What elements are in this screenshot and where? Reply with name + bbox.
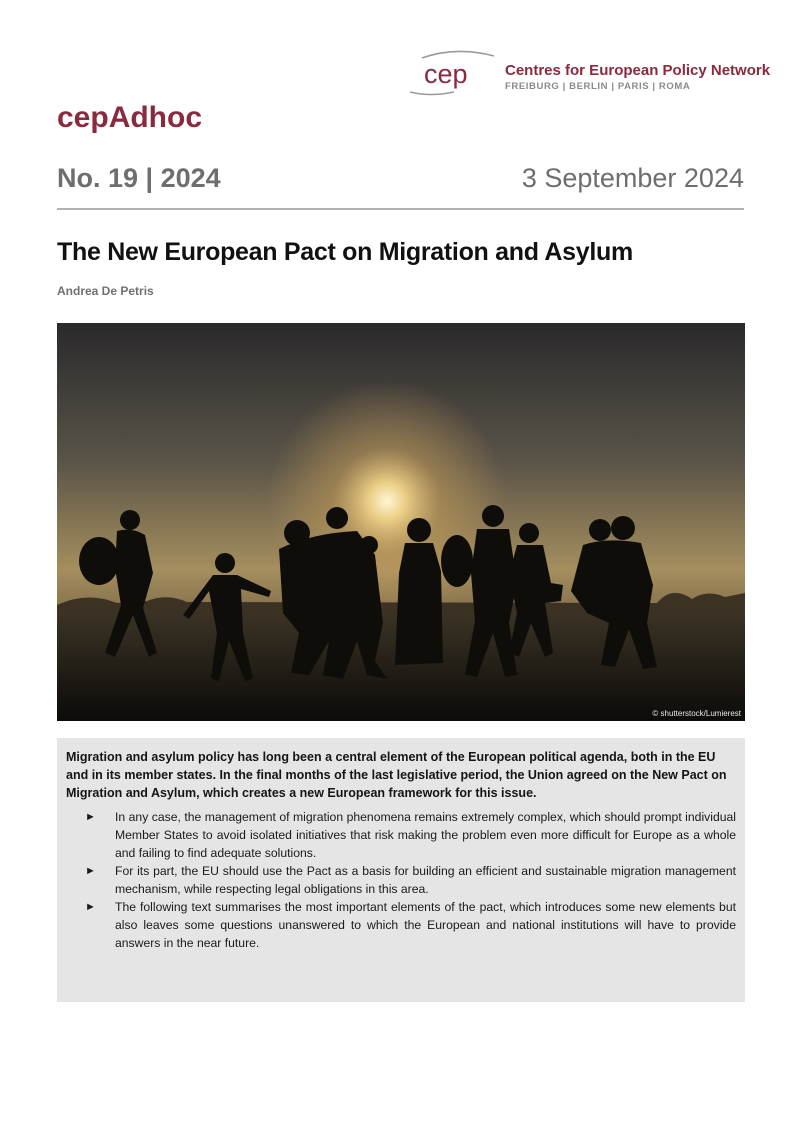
logo-mark-text: cep [424, 59, 468, 89]
bullet-text: In any case, the management of migration phenomena remains extremely complex, which should prompt individual Member States to avoid isolated initiatives that risk making the problem even more difficult for Europe as a whole and failing to find adequate solutions. [115, 810, 736, 860]
bullet-arrow-icon: ► [85, 901, 96, 913]
cep-logo [408, 48, 771, 98]
bullet-text: For its part, the EU should use the Pact as a basis for building an efficient and sustainable migration management mechanism, while respecting legal obligations in this area. [115, 864, 736, 896]
article-title: The New European Pact on Migration and Asylum [57, 238, 633, 266]
cover-photo [57, 323, 745, 721]
list-item [66, 862, 736, 898]
header-divider [57, 208, 744, 210]
article-author: Andrea De Petris [57, 284, 154, 298]
summary-box [57, 738, 745, 1002]
network-name: Centres for European Policy Network [505, 62, 771, 79]
network-cities: FREIBURG | BERLIN | PARIS | ROMA [505, 81, 691, 92]
series-title: cepAdhoc [57, 101, 203, 134]
bullet-text: The following text summarises the most important elements of the pact, which introduces some new elements but also leaves some questions unanswered to which the European and national institutions will have to provide answers in the near future. [115, 900, 736, 950]
list-item [66, 898, 736, 952]
issue-number: No. 19 | 2024 [57, 163, 221, 193]
publication-date: 3 September 2024 [521, 163, 744, 193]
image-credit: © shutterstock/Lumierest [652, 709, 741, 718]
cep-logo-mark [408, 48, 500, 98]
list-item [66, 808, 736, 862]
summary-intro: Migration and asylum policy has long been a central element of the European political agenda, both in the EU and in its member states. In the final months of the last legislative period, the Union agreed on the New Pact on Migration and Asylum, which creates a new European framework for this issue. [66, 750, 727, 800]
summary-bullets [66, 808, 736, 952]
bullet-arrow-icon: ► [85, 811, 96, 823]
bullet-arrow-icon: ► [85, 865, 96, 877]
photo-silhouettes-icon [57, 323, 745, 721]
